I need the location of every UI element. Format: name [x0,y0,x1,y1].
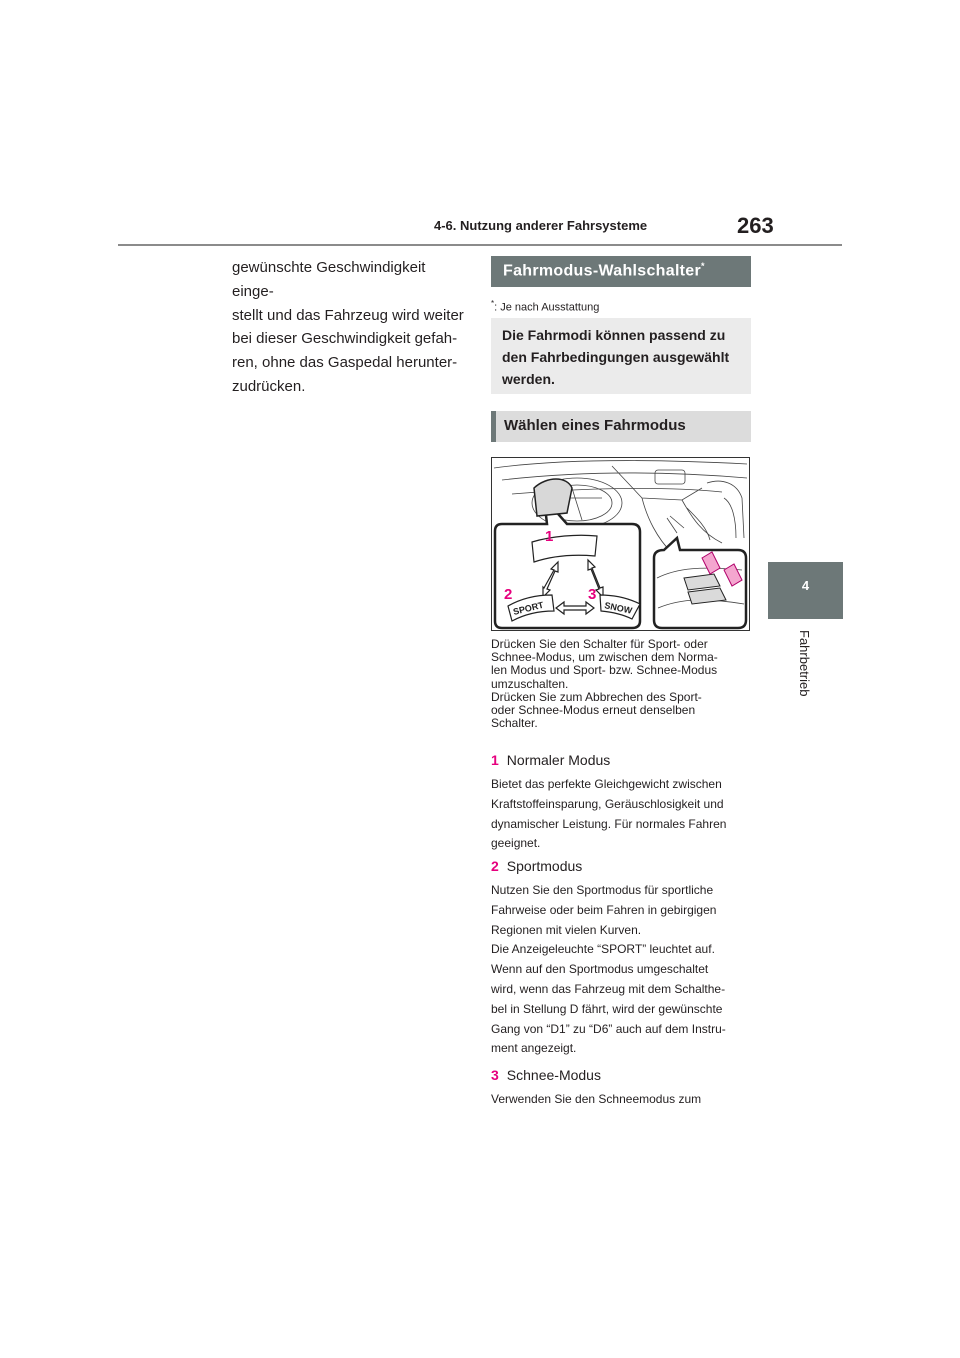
item-heading-snow [491,1067,601,1083]
left-column-text [232,256,470,399]
body-line: geeignet. [491,836,541,851]
item-title: Schnee-Modus [506,1067,601,1083]
item-number: 1 [491,752,499,768]
intro-box [491,318,751,394]
text-line: ren, ohne das Gaspedal herunter- [232,354,458,372]
caption-line: umzuschalten. [491,676,569,691]
text-line: stellt und das Fahrzeug wird weiter [232,306,464,324]
chapter-label: Fahrbetrieb [797,630,812,697]
caption-line: len Modus und Sport- bzw. Schnee-Modus [491,663,718,678]
footnote-marker: * [491,299,495,308]
section-title: 4-6. Nutzung anderer Fahrsysteme [434,218,648,233]
section-heading-text: Fahrmodus-Wahlschalter [503,262,702,280]
callout-number-3: 3 [588,586,597,603]
illustration-caption [491,638,753,730]
sport-label: SPORT [512,599,545,617]
body-line: wird, wenn das Fahrzeug mit dem Schalthe- [491,981,726,996]
body-line: Nutzen Sie den Sportmodus für sportliche [491,883,714,897]
caption-line: Drücken Sie zum Abbrechen des Sport- [491,689,702,704]
body-line: Wenn auf den Sportmodus umgeschaltet [491,962,709,977]
callout-number-1: 1 [545,528,554,545]
chapter-number: 4 [801,578,810,593]
section-heading-marker: * [701,261,705,271]
body-line: Regionen mit vielen Kurven. [491,922,642,937]
snow-label: SNOW [603,600,634,616]
text-line: zudrücken. [232,377,306,395]
body-line: Kraftstoffeinsparung, Geräuschlosigkeit und [491,796,724,811]
section-heading [491,256,751,287]
body-line: bel in Stellung D fährt, wird der gewünschte [491,1001,723,1016]
callout-number-2: 2 [504,586,513,603]
caption-line: Schalter. [491,716,538,731]
item-body-sport [491,881,753,1059]
item-body-normal [491,775,753,854]
intro-line: den Fahrbedingungen ausgewählt [502,349,730,365]
text-line: gewünschte Geschwindigkeit einge- [232,259,426,300]
text-line: bei dieser Geschwindigkeit gefah- [232,330,458,348]
body-line: Fahrweise oder beim Fahren in gebirgigen [491,902,717,917]
body-line: dynamischer Leistung. Für normales Fahren [491,816,727,831]
item-number: 2 [491,858,499,874]
header-divider [118,244,842,246]
body-line: ment angezeigt. [491,1041,577,1056]
page-number: 263 [737,213,774,238]
item-title: Sportmodus [506,858,583,874]
item-title: Normaler Modus [506,752,611,768]
subsection-heading-text: Wählen eines Fahrmodus [504,417,686,434]
subsection-heading [491,411,751,442]
caption-line: Schnee-Modus, um zwischen dem Norma- [491,650,718,665]
body-line: Die Anzeigeleuchte “SPORT” leuchtet auf. [491,942,715,957]
illustration-drawing [492,458,749,630]
footnote [491,299,599,314]
item-body-snow [491,1090,753,1110]
body-line: Gang von “D1” zu “D6” auch auf dem Instru- [491,1021,726,1036]
caption-line: Drücken Sie den Schalter für Sport- oder [491,637,708,651]
body-line: Verwenden Sie den Schneemodus zum [491,1092,702,1106]
footnote-text: : Je nach Ausstattung [494,301,600,314]
item-number: 3 [491,1067,499,1083]
item-heading-normal [491,752,610,768]
intro-line: werden. [502,371,555,387]
intro-line: Die Fahrmodi können passend zu [502,327,726,343]
drive-mode-illustration [491,457,750,631]
item-heading-sport [491,858,582,874]
body-line: Bietet das perfekte Gleichgewicht zwischen [491,777,722,791]
caption-line: oder Schnee-Modus erneut denselben [491,703,696,718]
